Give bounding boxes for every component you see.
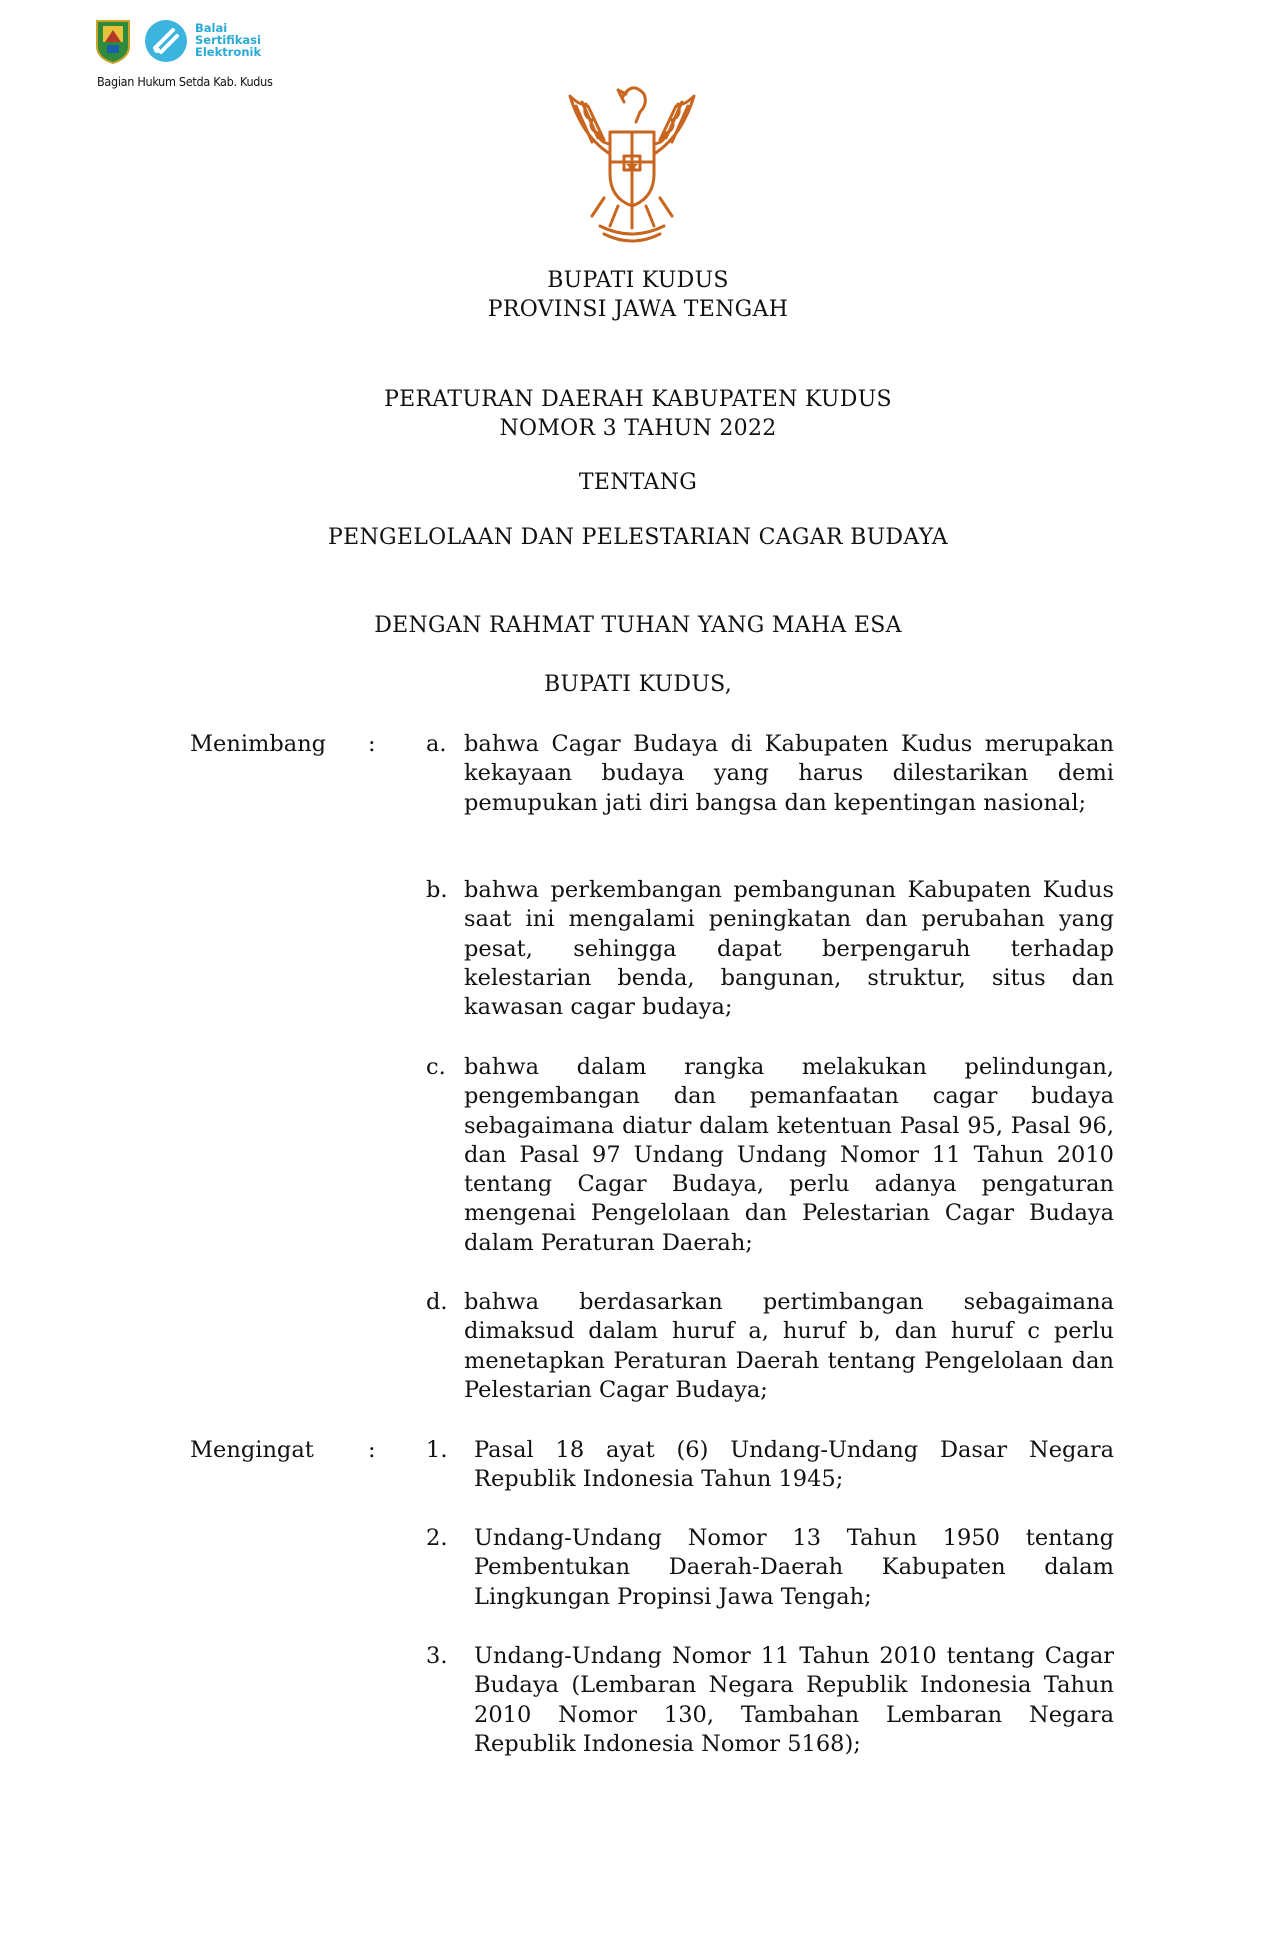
mengingat-item-2 bbox=[426, 1524, 1114, 1612]
header-logos bbox=[95, 18, 295, 98]
regulation-subject: PENGELOLAAN DAN PELESTARIAN CAGAR BUDAYA bbox=[328, 525, 948, 550]
menimbang-item-a bbox=[426, 730, 1114, 818]
mengingat-colon: : bbox=[368, 1437, 376, 1463]
tentang-heading: TENTANG bbox=[578, 470, 698, 495]
invocation: DENGAN RAHMAT TUHAN YANG MAHA ESA bbox=[374, 613, 902, 638]
item-marker: c. bbox=[426, 1054, 446, 1080]
mengingat-item-1 bbox=[426, 1436, 1114, 1495]
item-text: Pasal 18 ayat (6) Undang-Undang Dasar Negara Republik Indonesia Tahun 1945; bbox=[474, 1437, 1114, 1493]
item-text: bahwa dalam rangka melakukan pelindungan, pengembangan dan pemanfaatan cagar budaya sebagaimana diatur dalam ketentuan Pasal 95, Pasal 96, dan Pasal 97 Undang Undang Nomor 11 Tahun 2010 tentang Cagar Budaya, perlu adanya pengaturan mengenai Pengelolaan dan Pelestarian Cagar Budaya dalam Peraturan Daerah; bbox=[464, 1054, 1114, 1256]
regent-title: BUPATI KUDUS bbox=[547, 268, 729, 293]
department-name: Bagian Hukum Setda Kab. Kudus bbox=[97, 74, 273, 89]
item-marker: a. bbox=[426, 731, 447, 757]
province-title: PROVINSI JAWA TENGAH bbox=[487, 297, 789, 322]
item-marker: 1. bbox=[426, 1437, 448, 1463]
item-text: bahwa berdasarkan pertimbangan sebagaimana dimaksud dalam huruf a, huruf b, dan huruf c perlu menetapkan Peraturan Daerah tentang Pengelolaan dan Pelestarian Cagar Budaya; bbox=[464, 1289, 1114, 1403]
menimbang-colon: : bbox=[368, 731, 376, 757]
menimbang-item-c bbox=[426, 1053, 1114, 1258]
menimbang-item-d bbox=[426, 1288, 1114, 1405]
regulation-title: PERATURAN DAERAH KABUPATEN KUDUS bbox=[384, 387, 892, 412]
item-text: bahwa perkembangan pembangunan Kabupaten Kudus saat ini mengalami peningkatan dan perubahan yang pesat, sehingga dapat berpengaruh terhadap kelestarian benda, bangunan, struktur, situs dan kawasan cagar budaya; bbox=[464, 877, 1114, 1021]
regent-address: BUPATI KUDUS, bbox=[543, 672, 733, 697]
bse-name: Balai Sertifikasi Elektronik bbox=[195, 21, 262, 59]
item-text: Undang-Undang Nomor 11 Tahun 2010 tentang Cagar Budaya (Lembaran Negara Republik Indonesia Tahun 2010 Nomor 130, Tambahan Lembaran Negara Republik Indonesia Nomor 5168); bbox=[474, 1643, 1114, 1757]
item-marker: d. bbox=[426, 1289, 448, 1315]
garuda-pancasila-icon bbox=[552, 76, 712, 246]
mengingat-item-3 bbox=[426, 1642, 1114, 1759]
regulation-number: NOMOR 3 TAHUN 2022 bbox=[499, 416, 777, 441]
item-marker: b. bbox=[426, 877, 448, 903]
item-marker: 2. bbox=[426, 1525, 448, 1551]
bse-logo-icon bbox=[143, 18, 189, 64]
mengingat-label: Mengingat bbox=[190, 1437, 314, 1463]
item-marker: 3. bbox=[426, 1643, 448, 1669]
menimbang-item-b bbox=[426, 876, 1114, 1022]
kabupaten-kudus-crest-icon bbox=[95, 18, 131, 64]
item-text: Undang-Undang Nomor 13 Tahun 1950 tentang Pembentukan Daerah-Daerah Kabupaten dalam Lingkungan Propinsi Jawa Tengah; bbox=[474, 1525, 1114, 1610]
menimbang-label: Menimbang bbox=[190, 731, 327, 757]
item-text: bahwa Cagar Budaya di Kabupaten Kudus merupakan kekayaan budaya yang harus dilestarikan demi pemupukan jati diri bangsa dan kepentingan nasional; bbox=[464, 731, 1114, 816]
